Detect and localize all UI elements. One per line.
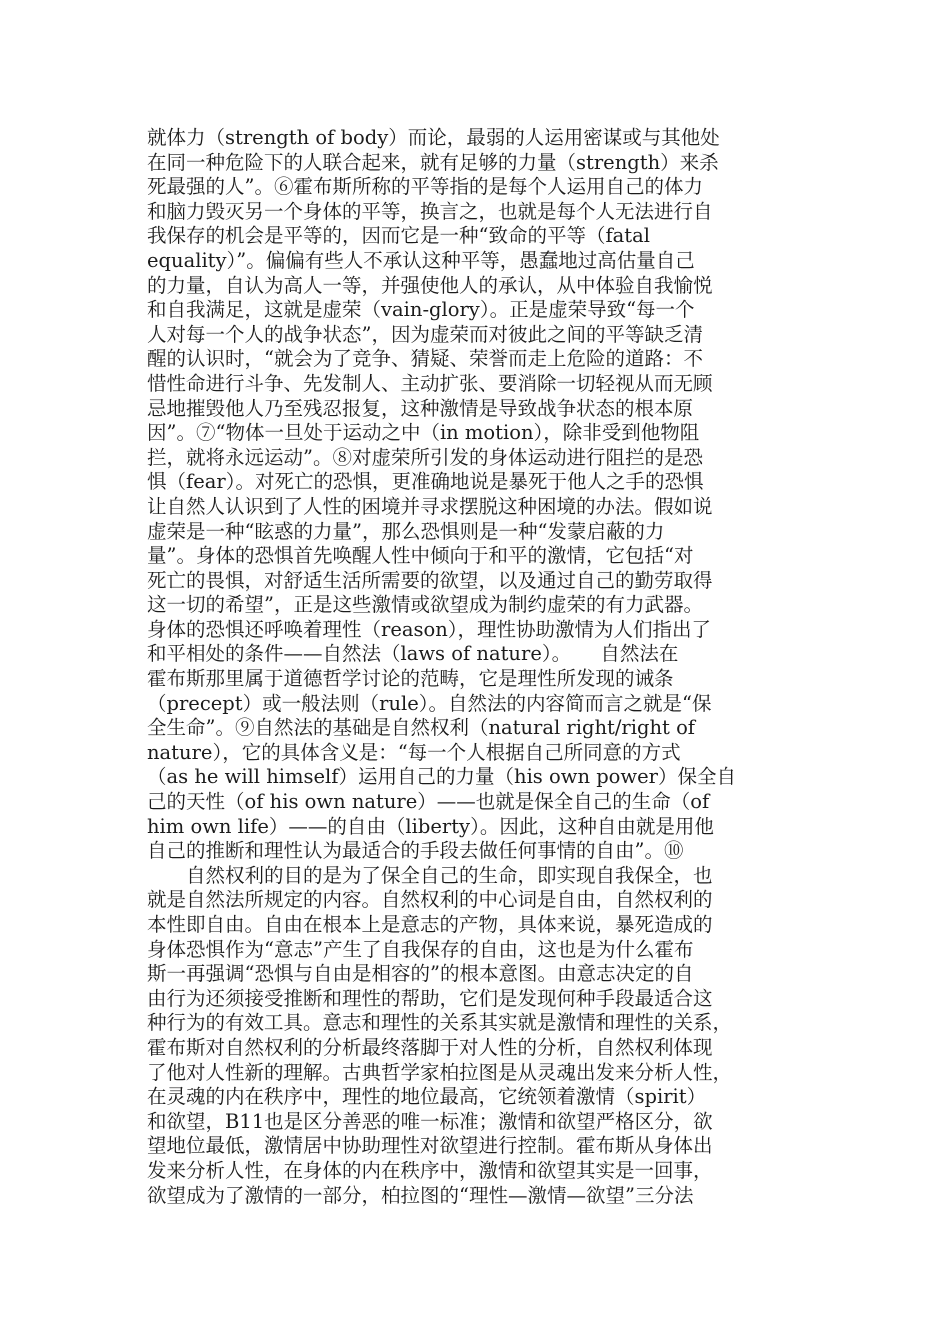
text-line: 就是自然法所规定的内容。自然权利的中心词是自由，自然权利的 xyxy=(147,888,713,912)
text-line: 在灵魂的内在秩序中，理性的地位最高，它统领着激情（spirit） xyxy=(147,1085,707,1109)
text-line: 和欲望，B11也是区分善恶的唯一标准；激情和欲望严格区分，欲 xyxy=(147,1109,713,1133)
text-line: equality）”。偏偏有些人不承认这种平等，愚蠢地过高估量自己 xyxy=(147,248,695,272)
text-line: nature），它的具体含义是：“每一个人根据自己所同意的方式 xyxy=(147,740,681,764)
text-line: 和自我满足，这就是虚荣（vain-glory）。正是虚荣导致“每一个 xyxy=(147,298,695,322)
text-line: 发来分析人性，在身体的内在秩序中，激情和欲望其实是一回事， xyxy=(147,1158,713,1182)
text-line: （as he will himself）运用自己的力量（his own power）保全自 xyxy=(147,765,736,789)
text-line: 种行为的有效工具。意志和理性的关系其实就是激情和理性的关系， xyxy=(147,1011,733,1035)
text-line: him own life）——的自由（liberty）。因此，这种自由就是用他 xyxy=(147,814,714,838)
text-line: 因”。⑦“物体一旦处于运动之中（in motion），除非受到他物阻 xyxy=(147,421,700,445)
text-line: 在同一种危险下的人联合起来，就有足够的力量（strength）来杀 xyxy=(147,150,719,174)
text-line: 由行为还须接受推断和理性的帮助，它们是发现何种手段最适合这 xyxy=(147,986,713,1010)
text-line: 身体的恐惧还呼唤着理性（reason），理性协助激情为人们指出了 xyxy=(147,617,712,641)
text-line: 死最强的人”。⑥霍布斯所称的平等指的是每个人运用自己的体力 xyxy=(147,175,703,199)
text-line: 身体恐惧作为“意志”产生了自我保存的自由，这也是为什么霍布 xyxy=(147,937,694,961)
text-line: 了他对人性新的理解。古典哲学家柏拉图是从灵魂出发来分析人性， xyxy=(147,1060,733,1084)
text-line: 斯一再强调“恐惧与自由是相容的”的根本意图。由意志决定的自 xyxy=(147,962,694,986)
text-line: 就体力（strength of body）而论，最弱的人运用密谋或与其他处 xyxy=(147,126,720,149)
text-line: 量”。身体的恐惧首先唤醒人性中倾向于和平的激情，它包括“对 xyxy=(147,544,694,568)
text-line: 拦，就将永远运动”。⑧对虚荣所引发的身体运动进行阻拦的是恐 xyxy=(147,445,703,469)
text-line: 醒的认识时，“就会为了竞争、猜疑、荣誉而走上危险的道路：不 xyxy=(147,347,703,371)
text-line: 自己的推断和理性认为最适合的手段去做任何事情的自由”。⑩ xyxy=(147,839,684,863)
text-line: 忌地摧毁他人乃至残忍报复，这种激情是导致战争状态的根本原 xyxy=(147,396,694,420)
text-line: 本性即自由。自由在根本上是意志的产物，具体来说，暴死造成的 xyxy=(147,913,713,936)
text-line: 全生命”。⑨自然法的基础是自然权利（natural right/right of xyxy=(147,716,696,740)
text-line: 望地位最低，激情居中协助理性对欲望进行控制。霍布斯从身体出 xyxy=(147,1134,713,1158)
text-line: 人对每一个人的战争状态”，因为虚荣而对彼此之间的平等缺乏清 xyxy=(147,322,703,346)
text-line: （precept）或一般法则（rule）。自然法的内容简而言之就是“保 xyxy=(147,691,712,715)
text-line: 惧（fear）。对死亡的恐惧，更准确地说是暴死于他人之手的恐惧 xyxy=(147,470,704,494)
text-line: 欲望成为了激情的一部分，柏拉图的“理性—激情—欲望”三分法 xyxy=(147,1183,694,1207)
text-line: 霍布斯对自然权利的分析最终落脚于对人性的分析，自然权利体现 xyxy=(147,1035,713,1059)
text-line: 的力量，自认为高人一等，并强使他人的承认，从中体验自我愉悦 xyxy=(147,273,713,297)
text-line: 己的天性（of his own nature）——也就是保全自己的生命（of xyxy=(147,790,710,814)
text-line: 和平相处的条件——自然法（laws of nature）。 自然法在 xyxy=(147,642,679,666)
text-line: 让自然人认识到了人性的困境并寻求摆脱这种困境的办法。假如说 xyxy=(147,494,713,518)
text-line: 和脑力毁灭另一个身体的平等，换言之，也就是每个人无法进行自 xyxy=(147,199,713,223)
text-line: 虚荣是一种“眩惑的力量”，那么恐惧则是一种“发蒙启蔽的力 xyxy=(147,519,665,543)
text-line: 死亡的畏惧，对舒适生活所需要的欲望，以及通过自己的勤劳取得 xyxy=(147,568,713,592)
text-line: 我保存的机会是平等的，因而它是一种“致命的平等（fatal xyxy=(147,224,651,248)
text-line: 惜性命进行斗争、先发制人、主动扩张、要消除一切轻视从而无顾 xyxy=(147,371,713,395)
text-line: 这一切的希望”，正是这些激情或欲望成为制约虚荣的有力武器。 xyxy=(147,593,703,617)
text-line: 霍布斯那里属于道德哲学讨论的范畴，它是理性所发现的诫条 xyxy=(147,667,674,691)
text-line: 自然权利的目的是为了保全自己的生命，即实现自我保全，也 xyxy=(147,863,713,887)
body-text xyxy=(147,126,812,1208)
